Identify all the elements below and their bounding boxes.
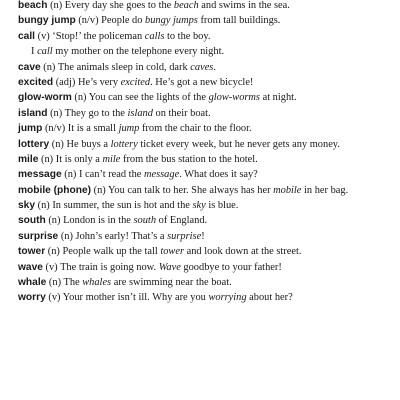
- example-text: and look down at the street.: [184, 246, 302, 258]
- headword: jump: [18, 123, 43, 135]
- part-of-speech: (n): [43, 61, 56, 73]
- headword: whale: [18, 277, 47, 289]
- example-keyword: tower: [160, 246, 185, 258]
- headword: island: [18, 107, 48, 119]
- example-text: at night.: [259, 92, 297, 104]
- example-text: Your mother isn’t ill. Why are you: [62, 292, 209, 304]
- example-keyword: worrying: [208, 292, 247, 304]
- example-keyword: sky: [192, 200, 206, 212]
- part-of-speech: (n): [48, 215, 61, 227]
- example-text: He buys a: [66, 138, 111, 150]
- glossary-entry: [18, 199, 382, 213]
- headword: cave: [18, 61, 41, 73]
- part-of-speech: (n): [60, 230, 73, 242]
- example-text: The: [63, 277, 83, 289]
- part-of-speech: (v): [45, 261, 58, 273]
- glossary-entry: [18, 276, 382, 290]
- example-text: to the boy.: [164, 30, 211, 42]
- headword: beach: [18, 0, 48, 11]
- part-of-speech: (n): [50, 107, 63, 119]
- headword: glow-worm: [18, 92, 72, 104]
- glossary-entry: [18, 245, 382, 259]
- example-keyword: south: [133, 215, 157, 227]
- headword: south: [18, 215, 46, 227]
- example-text: from the chair to the floor.: [139, 123, 252, 135]
- example-keyword: mile: [102, 153, 121, 165]
- example-text: The animals sleep in cold, dark: [57, 61, 191, 73]
- example-keyword: message: [143, 169, 180, 181]
- example-text: about her?: [246, 292, 293, 304]
- example-keyword: caves: [190, 61, 214, 73]
- example-text: It is only a: [55, 153, 103, 165]
- example-text: The train is going now.: [60, 261, 159, 273]
- example-keyword: Wave: [158, 261, 181, 273]
- example-text: I: [31, 46, 38, 58]
- example-keyword: bungy jumps: [145, 15, 198, 27]
- part-of-speech: (n): [41, 153, 54, 165]
- glossary-entry: [18, 122, 382, 136]
- example-text: London is in the: [63, 215, 134, 227]
- example-text: goodbye to your father!: [180, 261, 282, 273]
- example-text: and swims in the sea.: [198, 0, 290, 11]
- example-keyword: calls: [144, 30, 165, 42]
- example-text: People do: [101, 15, 146, 27]
- example-keyword: beach: [173, 0, 199, 11]
- example-keyword: whales: [82, 277, 112, 289]
- glossary-entry: [18, 107, 382, 121]
- glossary-entry: [18, 214, 382, 228]
- example-text: It is a small: [67, 123, 119, 135]
- headword: tower: [18, 246, 46, 258]
- glossary-entry: [18, 168, 382, 182]
- part-of-speech: (v): [37, 30, 50, 42]
- example-text: People walk up the tall: [62, 246, 161, 258]
- example-text: of England.: [156, 215, 208, 227]
- headword: sky: [18, 200, 35, 212]
- headword: bungy jump: [18, 15, 76, 27]
- part-of-speech: (n): [64, 169, 77, 181]
- example-text: John’s early! That’s a: [75, 230, 168, 242]
- headword: excited: [18, 76, 54, 88]
- glossary-entry: [18, 184, 382, 198]
- part-of-speech: (n): [51, 138, 64, 150]
- headword: mobile (phone): [18, 184, 92, 196]
- example-keyword: glow-worms: [208, 92, 260, 104]
- example-text: are swimming near the boat.: [111, 277, 232, 289]
- example-keyword: call: [37, 46, 53, 58]
- headword: call: [18, 30, 35, 42]
- example-keyword: mobile: [273, 184, 302, 196]
- example-text: ‘Stop!’ the policeman: [52, 30, 145, 42]
- glossary-entry: [18, 0, 382, 13]
- part-of-speech: (n/v): [44, 123, 66, 135]
- example-text: on their boat.: [152, 107, 211, 119]
- example-text: . What does it say?: [179, 169, 258, 181]
- part-of-speech: (n): [74, 92, 87, 104]
- example-text: .: [213, 61, 216, 73]
- part-of-speech: (n): [48, 277, 62, 289]
- example-text: I can’t read the: [78, 169, 144, 181]
- example-text: . He’s got a new bicycle!: [150, 76, 254, 88]
- example-text: from the bus station to the hotel.: [120, 153, 258, 165]
- part-of-speech: (n): [93, 184, 106, 196]
- example-text: You can talk to her. She always has her: [107, 184, 274, 196]
- part-of-speech: (n): [37, 200, 50, 212]
- glossary-entry: [18, 261, 382, 275]
- glossary-entry: [18, 230, 382, 244]
- glossary-entry: [18, 14, 382, 28]
- glossary-entry: [18, 91, 382, 105]
- part-of-speech: (adj): [55, 76, 76, 88]
- part-of-speech: (n/v): [78, 15, 99, 27]
- headword: wave: [18, 261, 43, 273]
- glossary-entry: [18, 30, 382, 44]
- glossary-entry: [18, 153, 382, 167]
- glossary-list: [18, 0, 382, 307]
- example-text: from tall buildings.: [197, 15, 281, 27]
- example-text: In summer, the sun is hot and the: [52, 200, 193, 212]
- headword: surprise: [18, 230, 59, 242]
- headword: worry: [18, 292, 46, 304]
- example-text: You can see the lights of the: [88, 92, 209, 104]
- part-of-speech: (n): [50, 0, 63, 11]
- example-keyword: surprise: [167, 230, 202, 242]
- example-text: is blue.: [205, 200, 239, 212]
- headword: message: [18, 169, 62, 181]
- example-text: in her bag.: [301, 184, 349, 196]
- example-keyword: lottery: [110, 138, 138, 150]
- example-text: !: [201, 230, 205, 242]
- glossary-sub-example: [18, 45, 382, 59]
- glossary-entry: [18, 138, 382, 152]
- example-keyword: jump: [118, 123, 140, 135]
- example-text: He’s very: [77, 76, 121, 88]
- example-text: Every day she goes to the: [64, 0, 174, 11]
- example-keyword: island: [127, 107, 153, 119]
- part-of-speech: (v): [48, 292, 61, 304]
- example-text: ticket every week, but he never gets any money.: [137, 138, 340, 150]
- glossary-entry: [18, 61, 382, 75]
- part-of-speech: (n): [47, 246, 60, 258]
- example-text: They go to the: [64, 107, 128, 119]
- glossary-entry: [18, 76, 382, 90]
- headword: mile: [18, 153, 39, 165]
- glossary-entry: [18, 291, 382, 305]
- example-keyword: excited: [120, 76, 151, 88]
- example-text: my mother on the telephone every night.: [52, 46, 225, 58]
- headword: lottery: [18, 138, 50, 150]
